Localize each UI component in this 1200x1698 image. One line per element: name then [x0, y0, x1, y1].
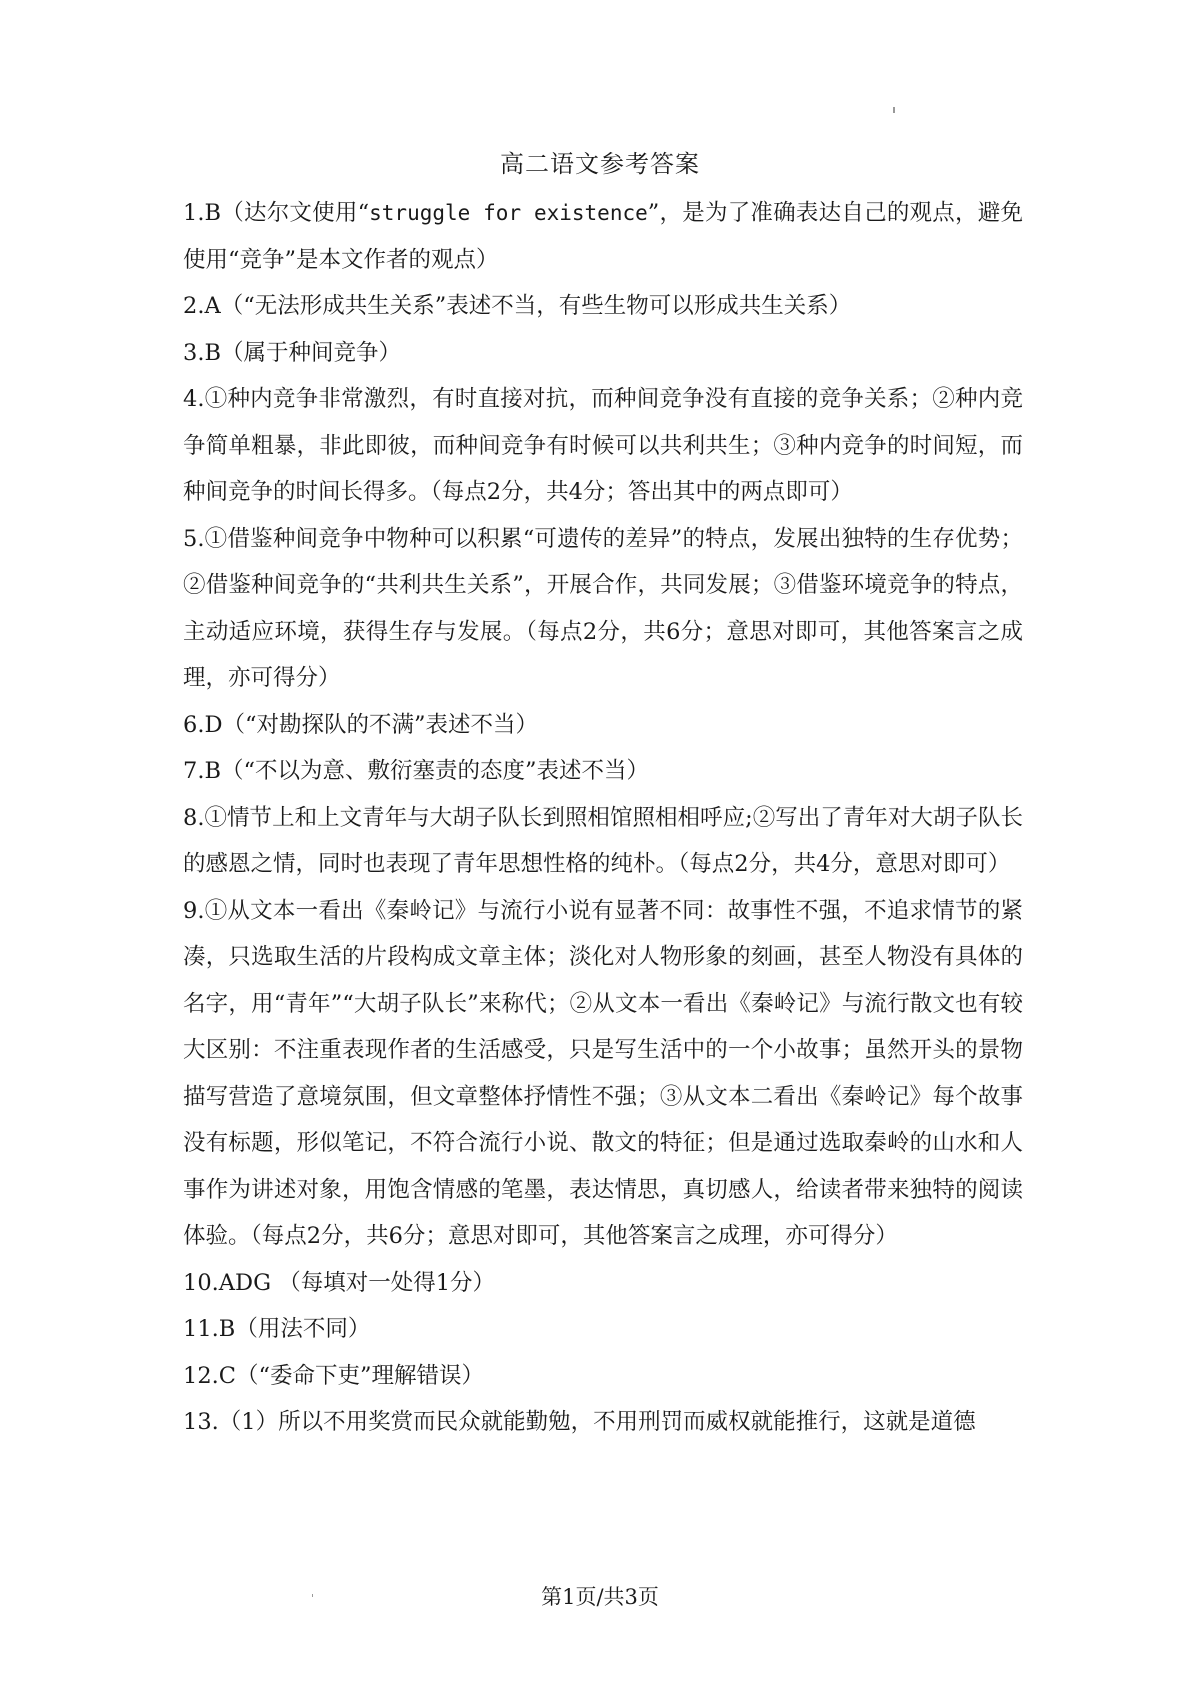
answer-item-6: 6.D（“对勘探队的不满”表述不当） — [183, 711, 539, 738]
answer-item-8: 8.①情节上和上文青年与大胡子队长到照相馆照相相呼应;②写出了青年对大胡子队长的感恩之情，同时也表现了青年思想性格的纯朴。（每点2分，共4分，意思对即可） — [183, 804, 1023, 877]
answer-item-1-pre: 1.B（达尔文使用“ — [183, 200, 370, 226]
answer-item-1 — [183, 190, 1023, 283]
answer-item-1-post: ”，是为了准确表达自己的观点，避免使用“竞争”是本文作者的观点） — [183, 200, 1023, 273]
answer-item-5: 5.①借鉴种间竞争中物种可以积累“可遗传的差异”的特点，发展出独特的生存优势；②借鉴种间竞争的“共利共生关系”，开展合作，共同发展；③借鉴环境竞争的特点，主动适应环境，获得生存与发展。（每点2分，共6分；意思对即可，其他答案言之成理，亦可得分） — [183, 525, 1023, 691]
answer-item-12: 12.C（“委命下吏”理解错误） — [183, 1362, 485, 1389]
answer-item-4: 4.①种内竞争非常激烈，有时直接对抗，而种间竞争没有直接的竞争关系；②种内竞争简单粗暴，非此即彼，而种间竞争有时候可以共利共生；③种内竞争的时间短，而种间竞争的时间长得多。（每点2分，共4分；答出其中的两点即可） — [183, 386, 1023, 505]
page-title: 高二语文参考答案 — [500, 150, 700, 178]
page-footer: 第1页/共3页 — [541, 1585, 659, 1609]
answer-item-11: 11.B（用法不同） — [183, 1316, 371, 1342]
answer-item-7: 7.B（“不以为意、敷衍塞责的态度”表述不当） — [183, 758, 650, 784]
answer-item-9: 9.①从文本一看出《秦岭记》与流行小说有显著不同：故事性不强，不追求情节的紧凑，只选取生活的片段构成文章主体；淡化对人物形象的刻画，甚至人物没有具体的名字，用“青年”“大胡子队长”来称代；②从文本一看出《秦岭记》与流行散文也有较大区别：不注重表现作者的生活感受，只是写生活中的一个小故事；虽然开头的景物描写营造了意境氛围，但文章整体抒情性不强；③从文本二看出《秦岭记》每个故事没有标题，形似笔记，不符合流行小说、散文的特征；但是通过选取秦岭的山水和人事作为讲述对象，用饱含情感的笔墨，表达情思，真切感人，给读者带来独特的阅读体验。（每点2分，共6分；意思对即可，其他答案言之成理，亦可得分） — [183, 897, 1023, 1249]
scan-speck — [893, 107, 895, 113]
answer-item-13: 13.（1）所以不用奖赏而民众就能勤勉，不用刑罚而威权就能推行，这就是道德 — [183, 1409, 976, 1435]
answer-item-3: 3.B（属于种间竞争） — [183, 339, 402, 366]
answer-item-2: 2.A（“无法形成共生关系”表述不当，有些生物可以形成共生关系） — [183, 293, 852, 319]
answer-item-10: 10.ADG （每填对一处得1分） — [183, 1269, 496, 1296]
answer-list — [183, 190, 1023, 1446]
answer-item-1-english: struggle for existence — [369, 201, 648, 225]
